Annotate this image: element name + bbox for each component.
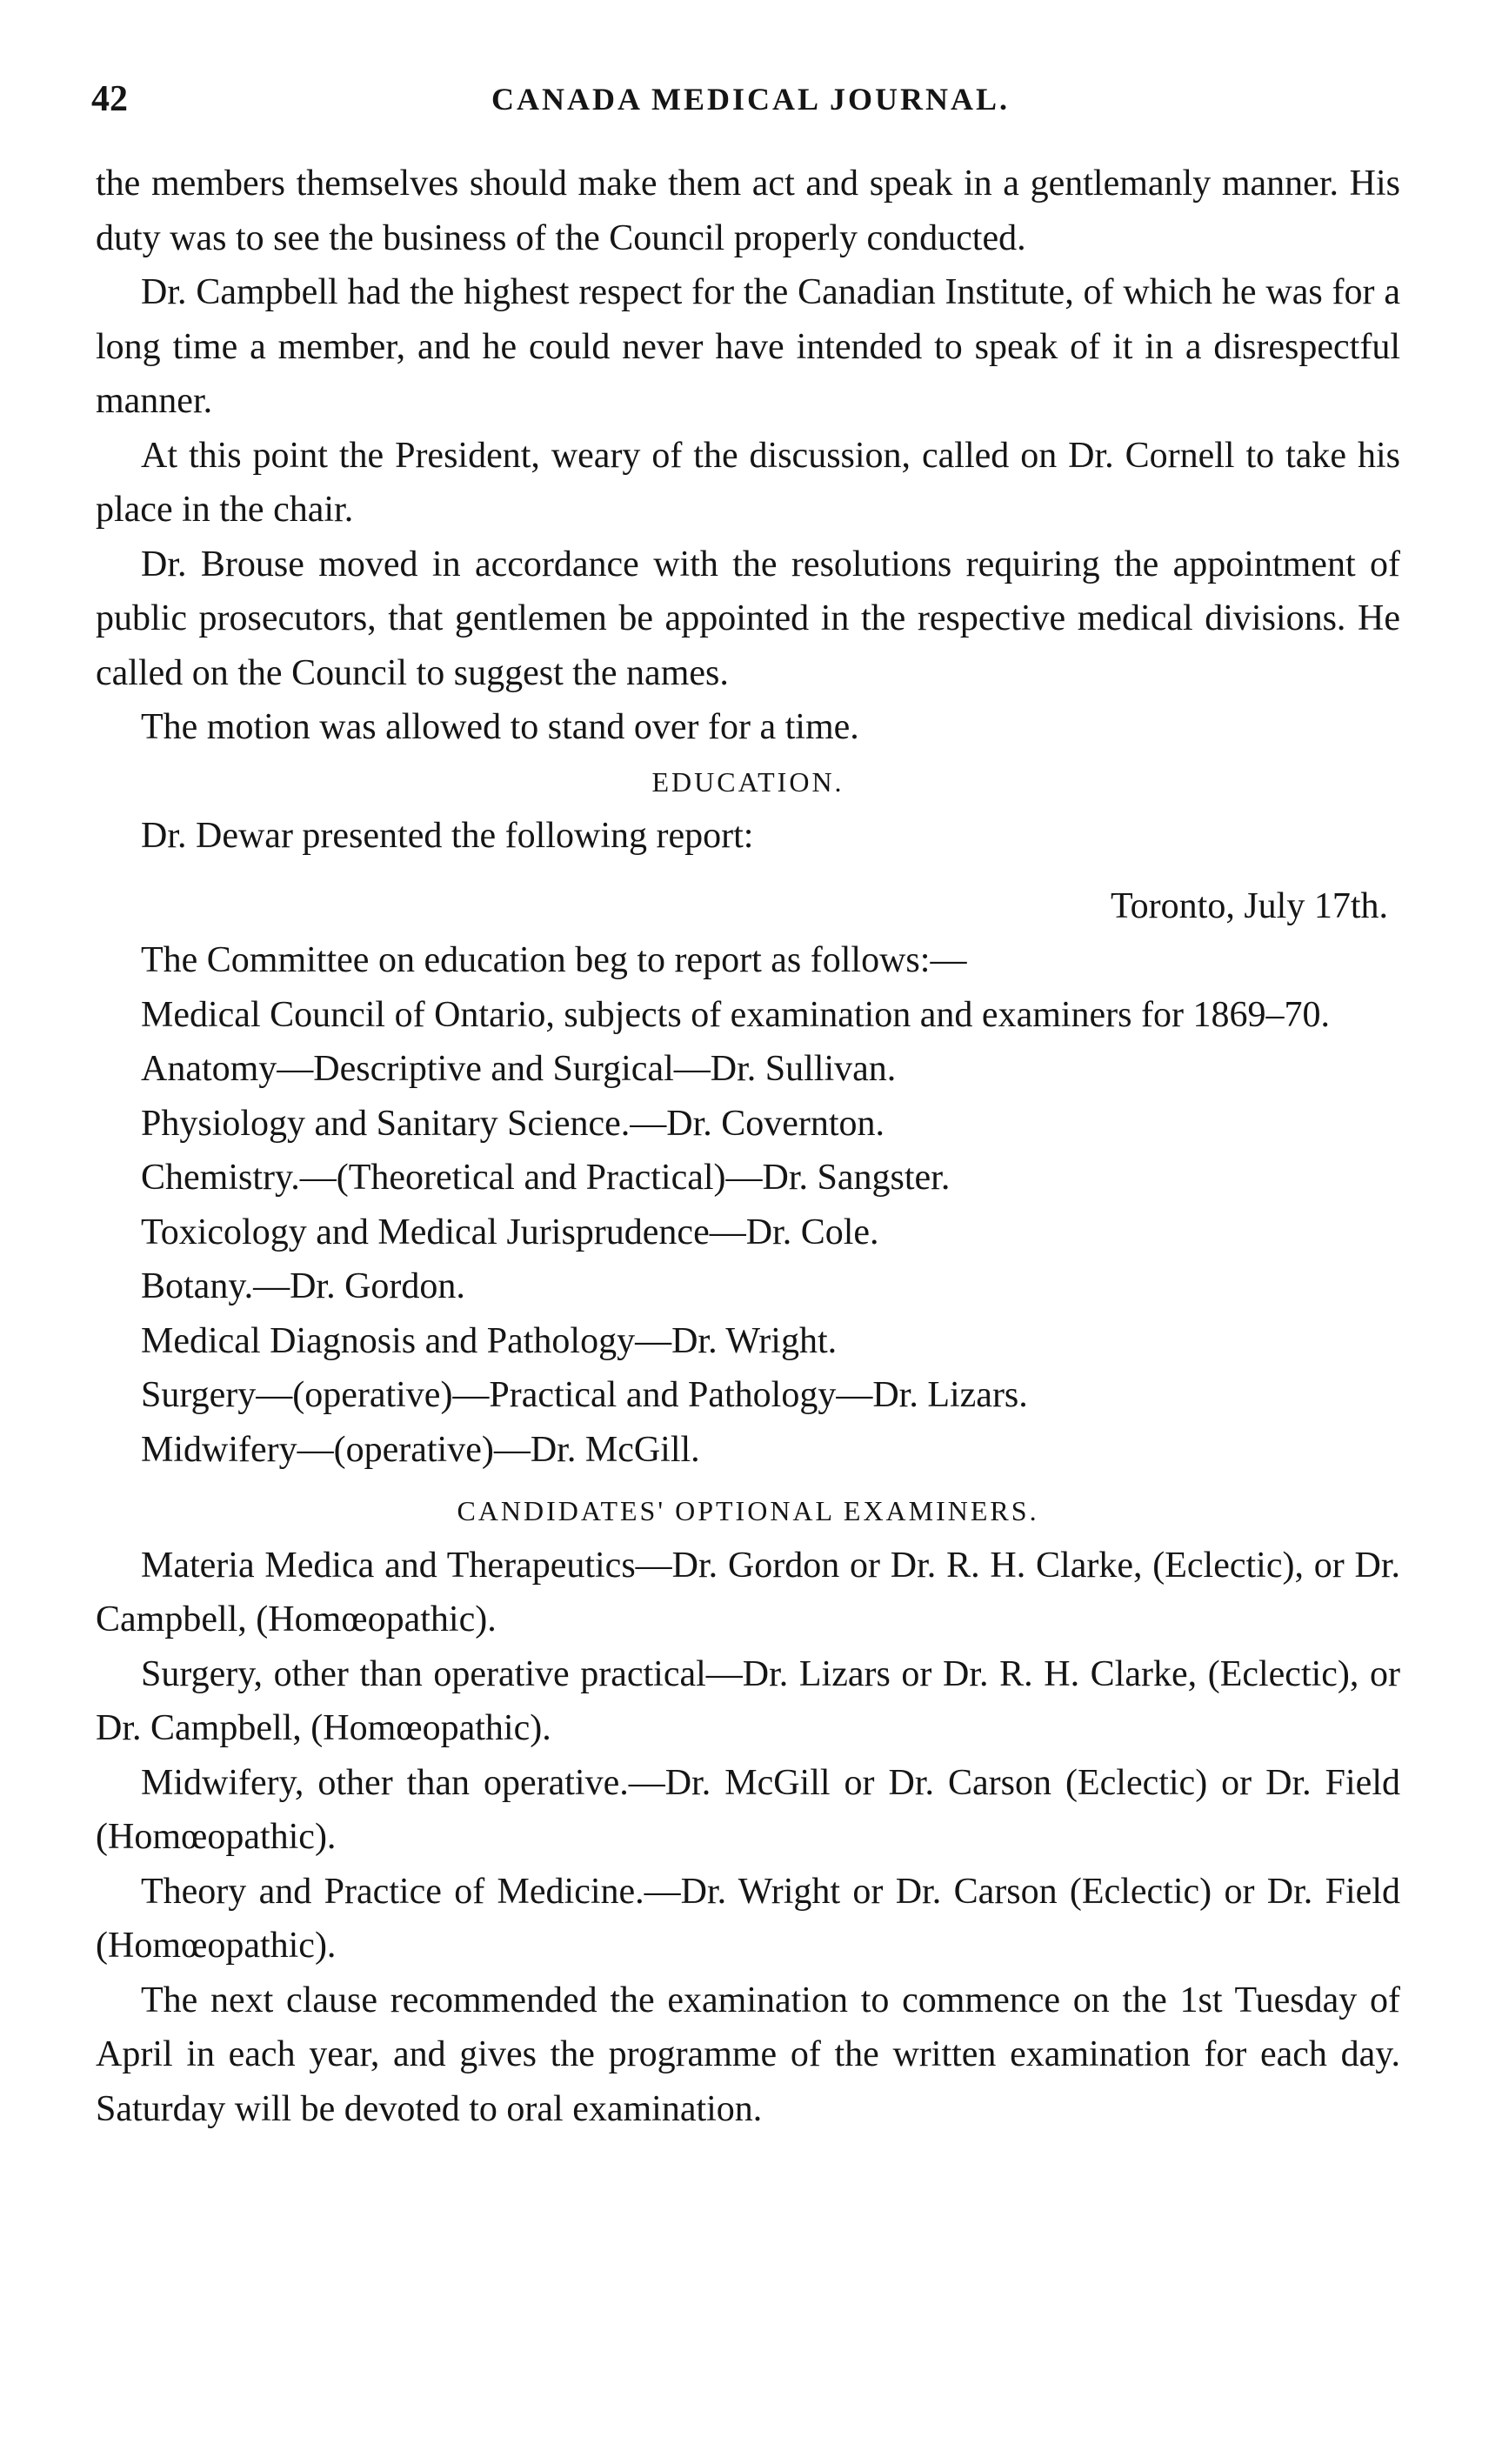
optional-item: Theory and Practice of Medicine.—Dr. Wright or Dr. Carson (Eclectic) or Dr. Field (Homœopathic).	[96, 1871, 1400, 1966]
subject-item: Medical Diagnosis and Pathology—Dr. Wright.	[141, 1320, 838, 1361]
subject-item: Surgery—(operative)—Practical and Pathology—Dr. Lizars.	[141, 1375, 1028, 1415]
subject-item: Toxicology and Medical Jurisprudence—Dr. Cole.	[141, 1212, 879, 1252]
paragraph: The motion was allowed to stand over for a time.	[141, 707, 859, 747]
page-number: 42	[91, 79, 128, 119]
paragraph: At this point the President, weary of the discussion, called on Dr. Cornell to take his place in the chair.	[96, 435, 1400, 530]
paragraph: Dr. Dewar presented the following report:	[141, 816, 754, 856]
subject-item: Midwifery—(operative)—Dr. McGill.	[141, 1429, 700, 1470]
subject-item: Chemistry.—(Theoretical and Practical)—Dr. Sangster.	[141, 1158, 951, 1198]
paragraph-closing: The next clause recommended the examination to commence on the 1st Tuesday of April in each year, and gives the programme of the written examination for each day. Saturday will be devoted to oral examination.	[96, 1980, 1400, 2129]
subject-list	[96, 1042, 1400, 1477]
optional-item: Surgery, other than operative practical—Dr. Lizars or Dr. R. H. Clarke, (Eclectic), or Dr. Campbell, (Homœopathic).	[96, 1653, 1400, 1748]
optional-item: Materia Medica and Therapeutics—Dr. Gordon or Dr. R. H. Clarke, (Eclectic), or Dr. Campbell, (Homœopathic).	[96, 1545, 1400, 1639]
paragraph: The Committee on education beg to report as follows:—	[141, 940, 967, 980]
paragraph: Medical Council of Ontario, subjects of examination and examiners for 1869–70.	[141, 994, 1330, 1035]
subject-item: Physiology and Sanitary Science.—Dr. Covernton.	[141, 1103, 885, 1144]
paragraph: the members themselves should make them act and speak in a gentlemanly manner. His duty was to see the business of the Council properly conducted.	[96, 164, 1400, 258]
subject-item: Anatomy—Descriptive and Surgical—Dr. Sullivan.	[141, 1049, 897, 1089]
paragraph: Dr. Brouse moved in accordance with the resolutions requiring the appointment of public prosecutors, that gentlemen be appointed in the respective medical divisions. He called on the Council to suggest the names.	[96, 544, 1400, 693]
section-heading-optional-examiners: CANDIDATES' OPTIONAL EXAMINERS.	[457, 1495, 1039, 1526]
paragraph: Dr. Campbell had the highest respect for the Canadian Institute, of which he was for a long time a member, and he could never have intended to speak of it in a disrespectful manner.	[96, 272, 1400, 421]
running-head: CANADA MEDICAL JOURNAL.	[491, 82, 1011, 117]
body-text	[96, 157, 1400, 2136]
optional-examiners-list	[96, 1539, 1400, 1973]
subject-item: Botany.—Dr. Gordon.	[141, 1266, 465, 1306]
page-header	[91, 73, 1396, 125]
section-heading-education: EDUCATION.	[651, 765, 844, 798]
dateline: Toronto, July 17th.	[1110, 885, 1388, 926]
optional-item: Midwifery, other than operative.—Dr. McGill or Dr. Carson (Eclectic) or Dr. Field (Homœopathic).	[96, 1762, 1400, 1857]
